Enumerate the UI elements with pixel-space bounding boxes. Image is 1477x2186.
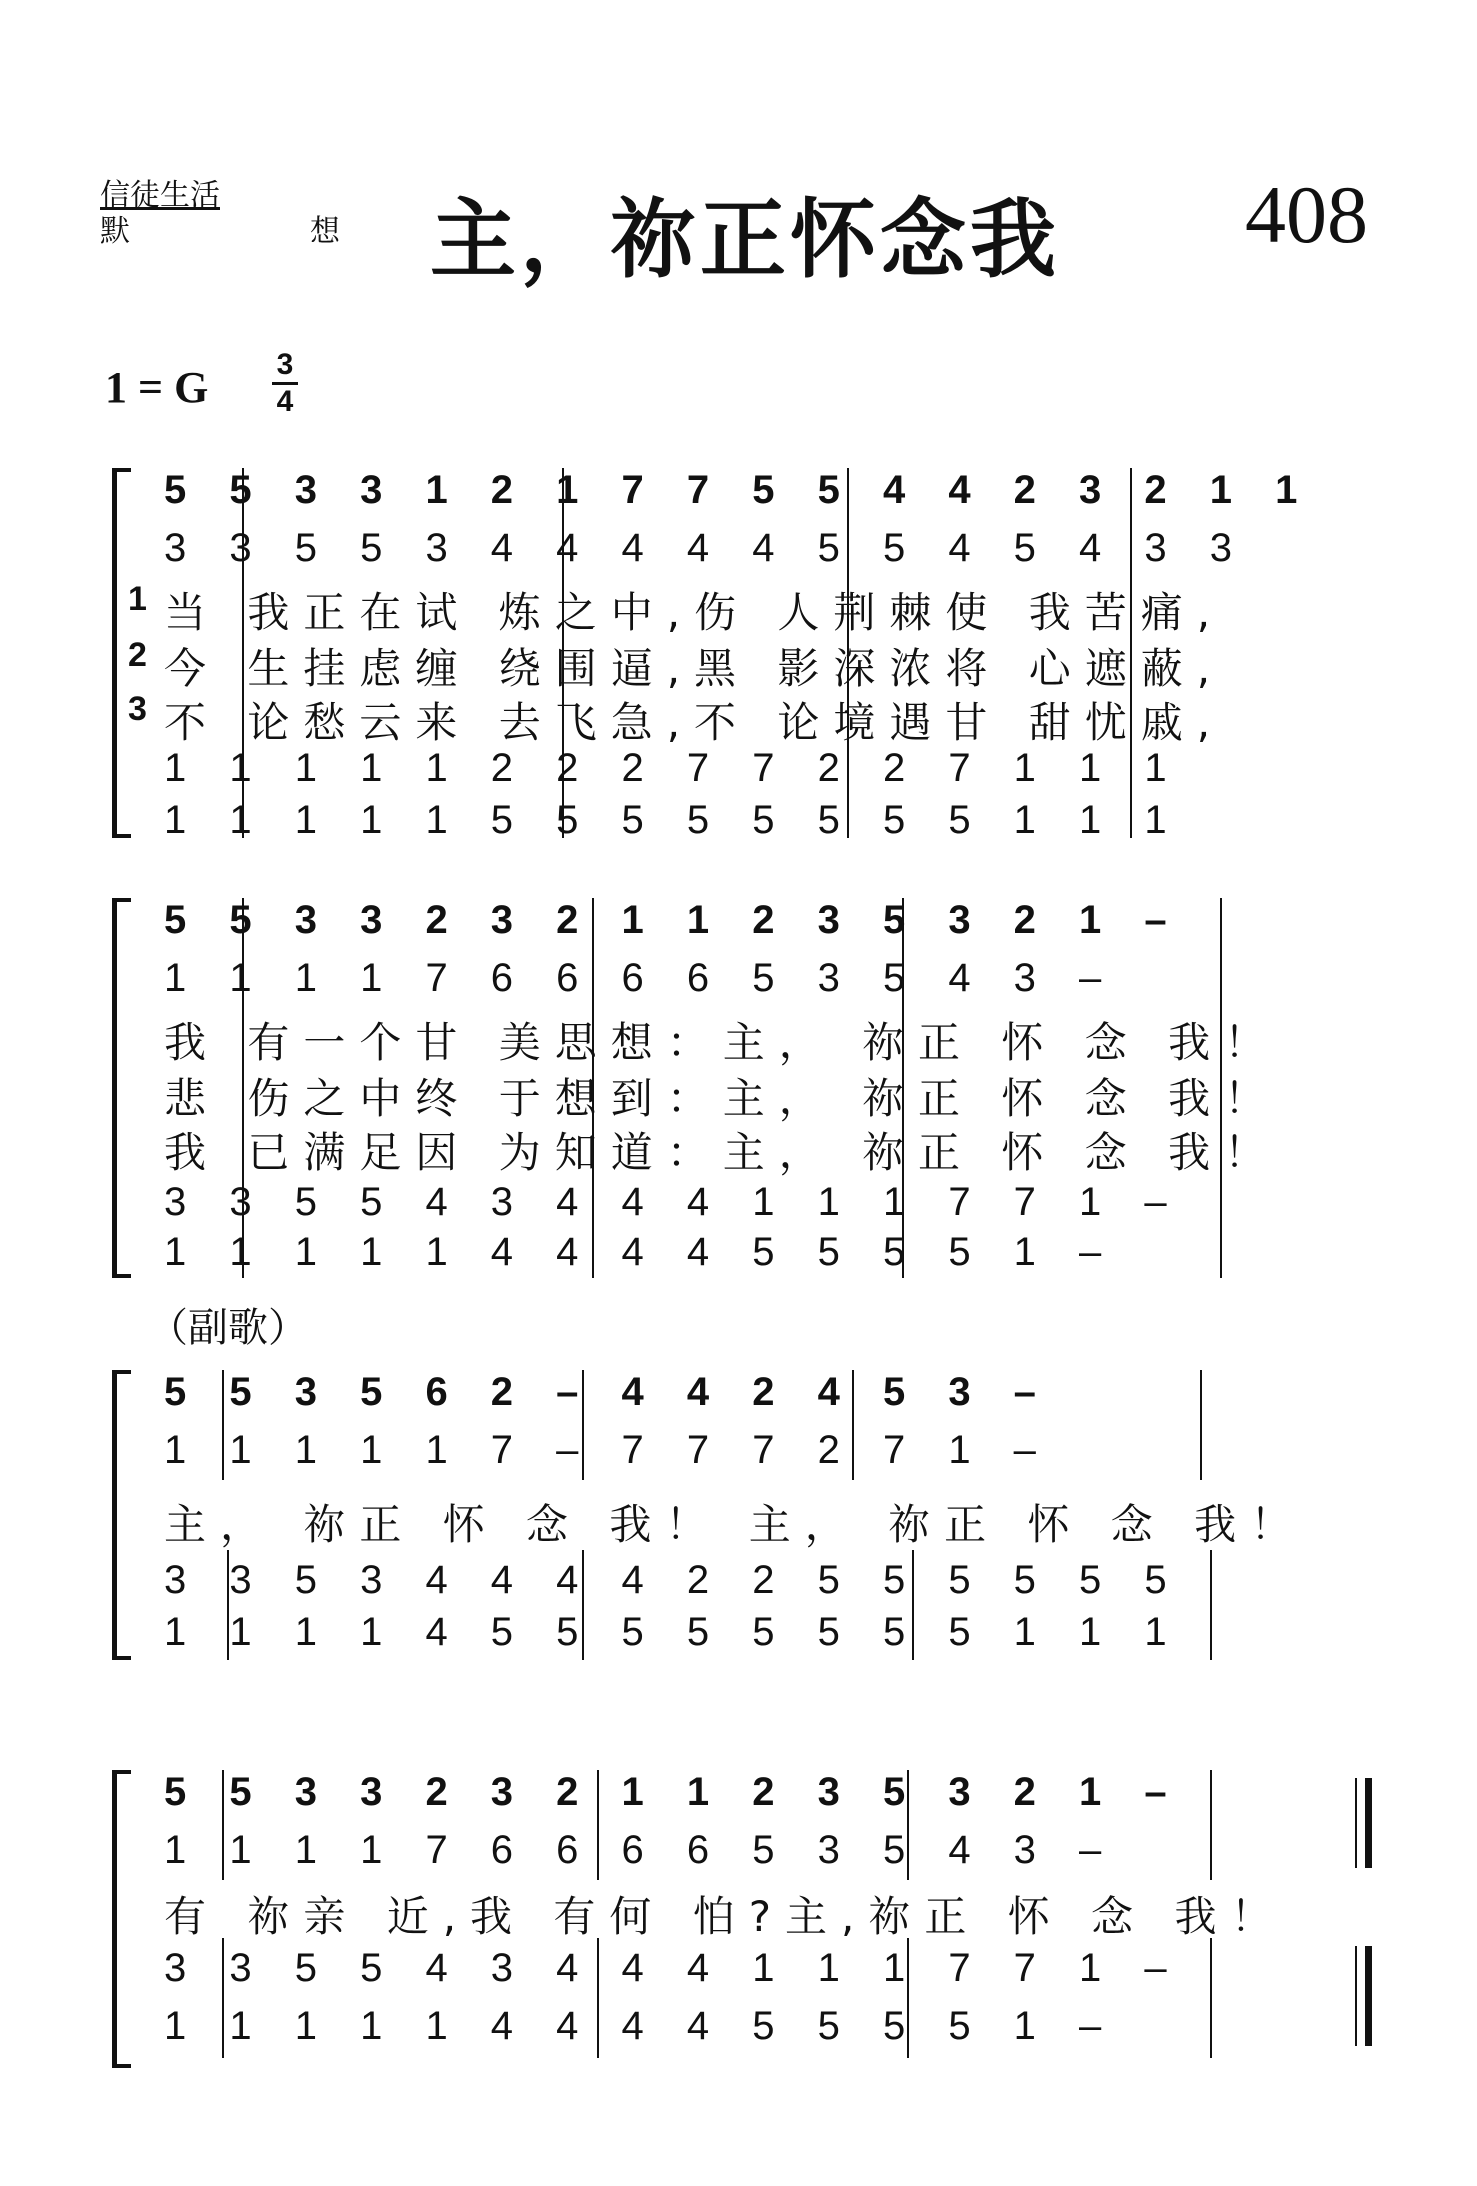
tenor-notes: 3 3 5 3 4 4 4 4 2 2 5 5 5 5 5 5 bbox=[164, 1558, 1183, 1602]
tenor-notes: 3 3 5 5 4 3 4 4 4 1 1 1 7 7 1 – bbox=[164, 1946, 1183, 1990]
refrain-label: （副歌） bbox=[148, 1305, 308, 1351]
alto-line bbox=[112, 526, 1382, 568]
lyric-text: 当 我正在试 炼之中,伤 人荆棘使 我苦痛, bbox=[164, 588, 1225, 637]
alto-notes: 1 1 1 1 1 7 – 7 7 7 2 7 1 – bbox=[164, 1428, 1052, 1472]
alto-line bbox=[112, 1428, 1382, 1470]
bass-notes: 1 1 1 1 4 5 5 5 5 5 5 5 5 1 1 1 bbox=[164, 1610, 1183, 1654]
alto-notes: 1 1 1 1 7 6 6 6 6 5 3 5 4 3 – bbox=[164, 956, 1118, 1000]
bass-line bbox=[112, 1610, 1382, 1652]
alto-line bbox=[112, 1828, 1382, 1870]
time-signature-bottom: 4 bbox=[276, 385, 294, 418]
tenor-line bbox=[112, 1946, 1382, 1988]
lyric-text: 我 有一个甘 美思想：主， 祢正 怀 念 我！ bbox=[164, 1018, 1281, 1067]
bass-notes: 1 1 1 1 1 4 4 4 4 5 5 5 5 1 – bbox=[164, 1230, 1118, 1274]
key-signature: 1 = G bbox=[105, 363, 209, 412]
lyric-text: 有 祢亲 近,我 有何 怕?主,祢正 怀 念 我！ bbox=[164, 1892, 1287, 1941]
lyric-text: 主， 祢正 怀 念 我！ 主， 祢正 怀 念 我！ bbox=[164, 1500, 1307, 1549]
score-system-4 bbox=[112, 1770, 1382, 2066]
lyric-verse-1 bbox=[112, 580, 1382, 637]
lyric-text: 今 生挂虑缠 绕围逼,黑 影深浓将 心遮蔽, bbox=[164, 644, 1225, 693]
bass-notes: 1 1 1 1 1 4 4 4 4 5 5 5 5 1 – bbox=[164, 2004, 1118, 2048]
melody-notes: 5 5 3 5 6 2 – 4 4 2 4 5 3 – bbox=[164, 1370, 1052, 1414]
lyric-verse-3 bbox=[112, 1120, 1382, 1177]
verse-number: 3 bbox=[128, 690, 147, 728]
tenor-line bbox=[112, 746, 1382, 788]
bass-line bbox=[112, 798, 1382, 840]
alto-notes: 3 3 5 5 3 4 4 4 4 4 5 5 4 5 4 3 3 bbox=[164, 526, 1248, 570]
melody-notes: 5 5 3 3 2 3 2 1 1 2 3 5 3 2 1 – bbox=[164, 898, 1183, 942]
tenor-line bbox=[112, 1558, 1382, 1600]
hymn-number: 408 bbox=[1245, 169, 1368, 260]
lyric-verse-1 bbox=[112, 1010, 1382, 1067]
lyric-final bbox=[112, 1884, 1382, 1941]
melody-notes: 5 5 3 3 1 2 1 7 7 5 5 4 4 2 3 2 1 1 bbox=[164, 468, 1314, 512]
bass-line bbox=[112, 1230, 1382, 1272]
melody-notes: 5 5 3 3 2 3 2 1 1 2 3 5 3 2 1 – bbox=[164, 1770, 1183, 1814]
subcategory-text: 默 想 bbox=[100, 214, 380, 249]
lyric-text: 我 已满足因 为知道：主， 祢正 怀 念 我！ bbox=[164, 1128, 1281, 1177]
verse-number: 1 bbox=[128, 580, 147, 618]
lyric-refrain bbox=[112, 1492, 1382, 1549]
category-label bbox=[100, 178, 380, 250]
score-system-3 bbox=[112, 1370, 1382, 1660]
tenor-line bbox=[112, 1180, 1382, 1222]
bass-line bbox=[112, 2004, 1382, 2046]
category-text: 信徒生活 bbox=[100, 178, 220, 213]
lyric-verse-2 bbox=[112, 1066, 1382, 1123]
score-system-2 bbox=[112, 898, 1382, 1278]
lyric-verse-3 bbox=[112, 690, 1382, 747]
tenor-notes: 1 1 1 1 1 2 2 2 7 7 2 2 7 1 1 1 bbox=[164, 746, 1183, 790]
melody-line bbox=[112, 1770, 1382, 1812]
tenor-notes: 3 3 5 5 4 3 4 4 4 1 1 1 7 7 1 – bbox=[164, 1180, 1183, 1224]
melody-line bbox=[112, 468, 1382, 510]
alto-notes: 1 1 1 1 7 6 6 6 6 5 3 5 4 3 – bbox=[164, 1828, 1118, 1872]
score-system-1 bbox=[112, 468, 1382, 842]
melody-line bbox=[112, 898, 1382, 940]
lyric-verse-2 bbox=[112, 636, 1382, 693]
hymn-title: 主，祢正怀念我 bbox=[430, 190, 1060, 290]
bass-notes: 1 1 1 1 1 5 5 5 5 5 5 5 5 1 1 1 bbox=[164, 798, 1183, 842]
lyric-text: 悲 伤之中终 于想到：主， 祢正 怀 念 我！ bbox=[164, 1074, 1281, 1123]
lyric-text: 不 论愁云来 去飞急,不 论境遇甘 甜忧戚, bbox=[164, 698, 1225, 747]
alto-line bbox=[112, 956, 1382, 998]
time-signature bbox=[272, 350, 298, 417]
verse-number: 2 bbox=[128, 636, 147, 674]
time-signature-top: 3 bbox=[276, 348, 294, 381]
melody-line bbox=[112, 1370, 1382, 1412]
